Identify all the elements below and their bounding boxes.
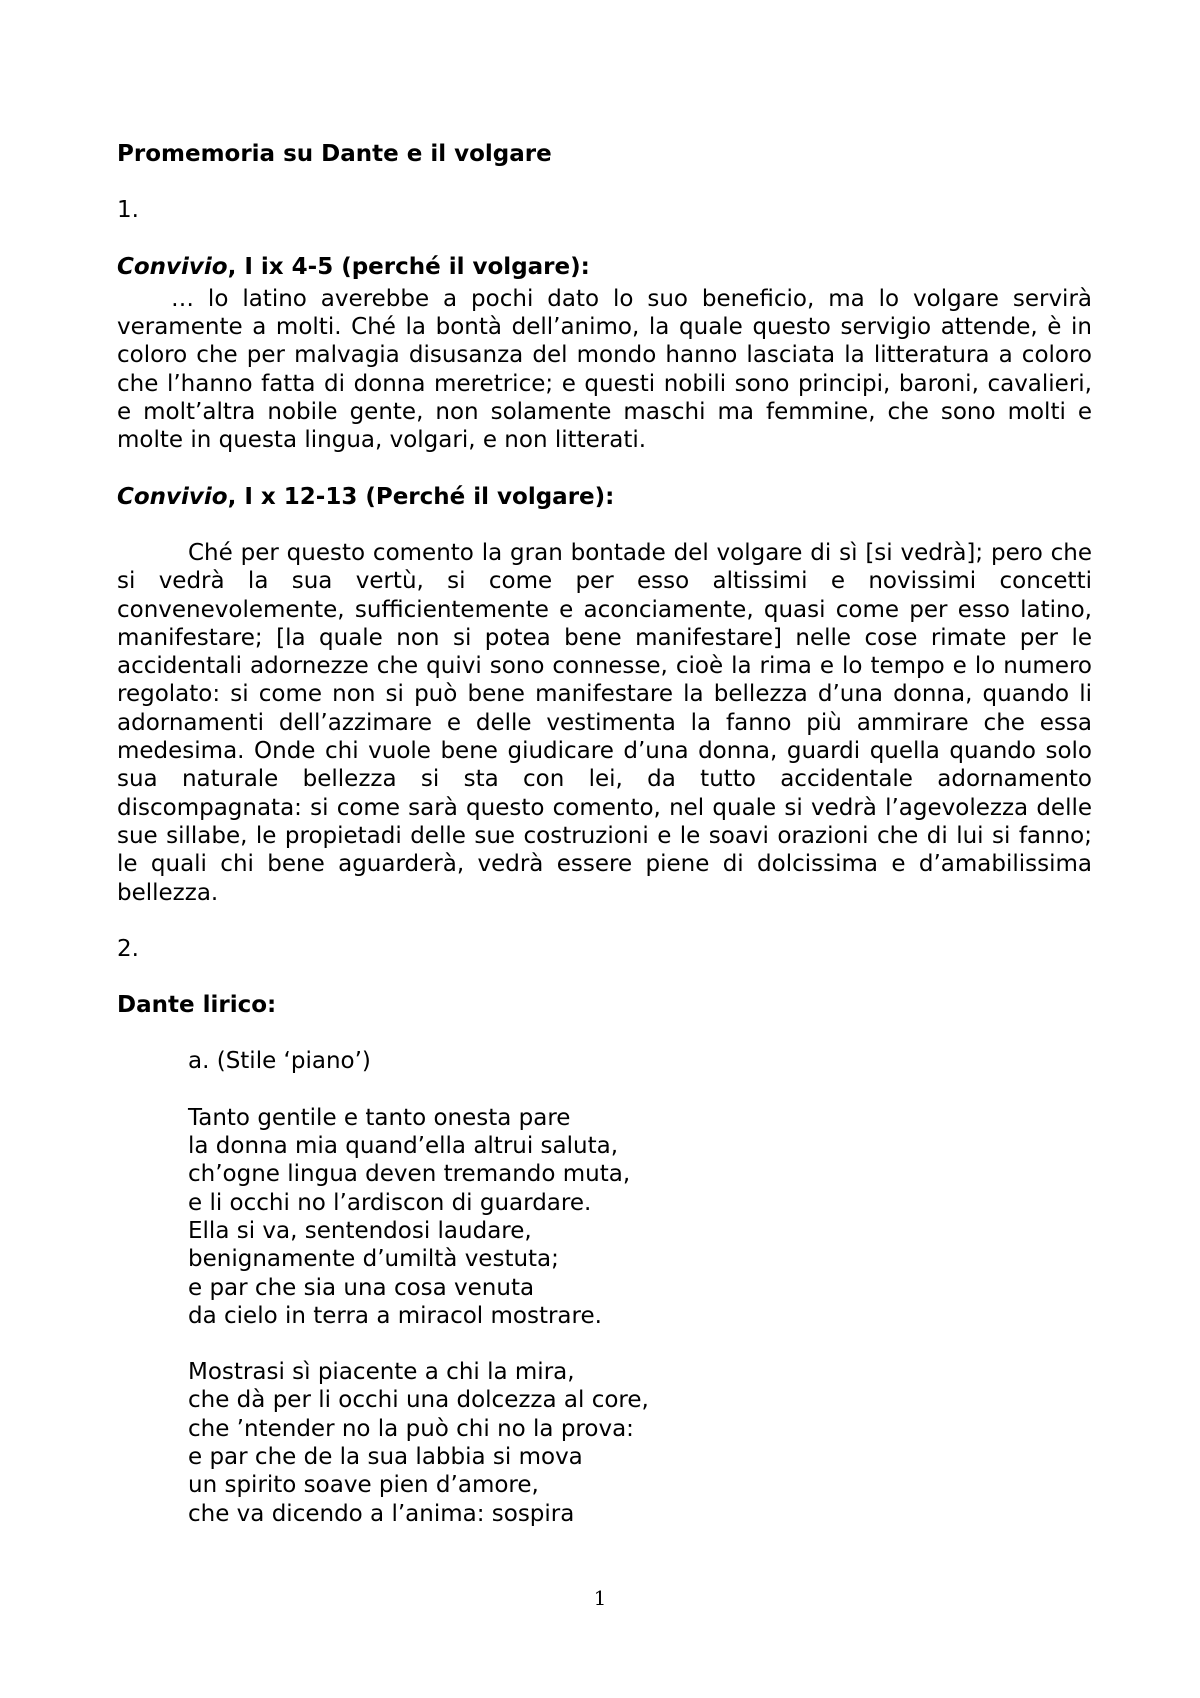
verse-line: Tanto gentile e tanto onesta pare — [188, 1104, 571, 1131]
verse-line: che va dicendo a l’anima: sospira — [188, 1500, 575, 1527]
document-title: Promemoria su Dante e il volgare — [117, 141, 552, 167]
section-heading-dante-lirico: Dante lirico: — [117, 992, 277, 1019]
passage-work-title: Convivio — [117, 253, 228, 280]
verse-line: ch’ogne lingua deven tremando muta, — [188, 1161, 631, 1188]
section-subheading-stile-piano: a. (Stile ‘piano’) — [188, 1048, 371, 1075]
passage-text-1: … lo latino averebbe a pochi dato lo suo beneficio, ma lo volgare servirà veramente a molti. Ché la bontà dell’animo, la quale questo servigio attende, è in coloro che per malvagia disusanza del mondo hanno lasciata la litteratura a coloro che l’hanno fatta di donna meretrice; e questi nobili sono principi, baroni, cavalieri, e molt’altra nobile gente, non solamente maschi ma femmine, che sono molti e molte in questa lingua, volgari, e non litterati. — [117, 285, 1092, 454]
verse-line: la donna mia quand’ella altrui saluta, — [188, 1133, 619, 1160]
verse-line: un spirito soave pien d’amore, — [188, 1472, 539, 1499]
section-number-1: 1. — [117, 197, 139, 224]
verse-line: e par che de la sua labbia si mova — [188, 1443, 583, 1470]
verse-line: e par che sia una cosa venuta — [188, 1274, 535, 1301]
verse-line: e li occhi no l’ardiscon di guardare. — [188, 1189, 592, 1216]
page-number: 1 — [593, 1586, 607, 1610]
passage-work-title: Convivio — [117, 483, 228, 510]
verse-line: da cielo in terra a miracol mostrare. — [188, 1302, 602, 1329]
passage-reference: , I ix 4-5 (perché il volgare): — [227, 253, 590, 280]
passage-text-2: Ché per questo comento la gran bontade del volgare di sì [si vedrà]; pero che si vedrà la sua vertù, si come per esso altissimi e novissimi concetti convenevolemente, sufficientemente e aconciamente, quasi come per esso latino, manifestare; [la quale non si potea bene manifestare] nelle cose rimate per le accidentali adornezze che quivi sono connesse, cioè la rima e lo tempo e lo numero regolato: si come non si può bene manifestare la bellezza d’una donna, quando li adornamenti dell’azzimare e delle vestimenta la fanno più ammirare che essa medesima. Onde chi vuole bene giudicare d’una donna, guardi quella quando solo sua naturale bellezza si sta con lei, da tutto accidentale adornamento discompagnata: si come sarà questo comento, nel quale si vedrà l’agevolezza delle sue sillabe, le propietadi delle sue costruzioni e le soavi orazioni che di lui si fanno; le quali chi bene aguarderà, vedrà essere piene di dolcissima e d’amabilissima bellezza. — [117, 539, 1092, 906]
passage-heading-1 — [117, 253, 1092, 281]
verse-line: benignamente d’umiltà vestuta; — [188, 1246, 559, 1273]
poem-stanza-2 — [188, 1358, 1092, 1528]
poem — [188, 1104, 1092, 1528]
verse-line: che ’ntender no la può chi no la prova: — [188, 1415, 634, 1442]
verse-line: Mostrasi sì piacente a chi la mira, — [188, 1359, 575, 1386]
verse-line: che dà per li occhi una dolcezza al core, — [188, 1387, 649, 1414]
poem-stanza-1 — [188, 1104, 1092, 1330]
section-number-2: 2. — [117, 935, 139, 962]
verse-line: Ella si va, sentendosi laudare, — [188, 1217, 532, 1244]
passage-heading-2 — [117, 483, 1092, 511]
document-body — [117, 140, 1092, 1556]
passage-reference: , I x 12-13 (Perché il volgare): — [227, 483, 615, 510]
